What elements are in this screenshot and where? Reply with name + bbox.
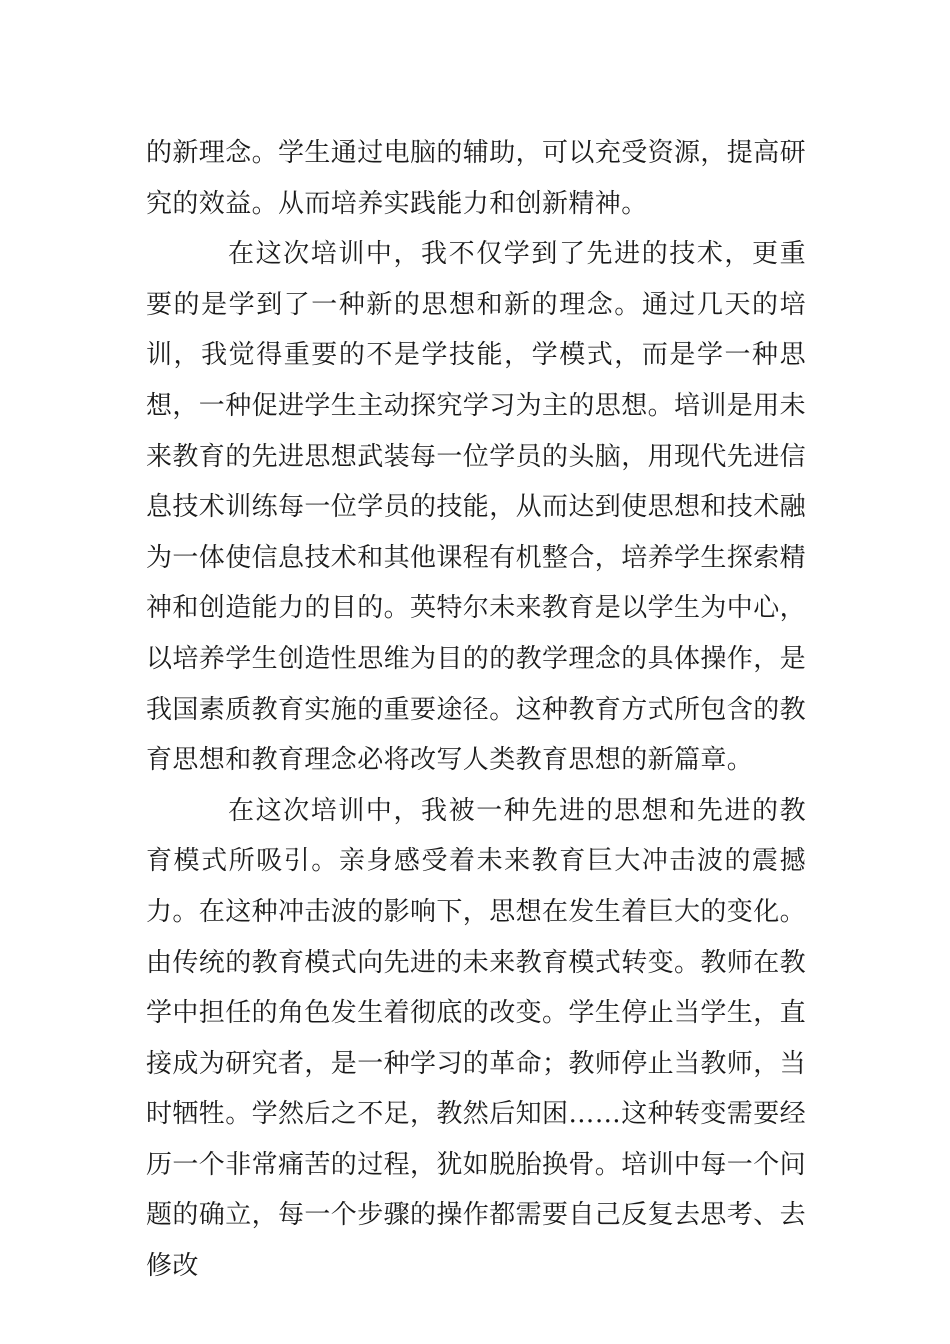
paragraph-1: 的新理念。学生通过电脑的辅助，可以充受资源，提高研究的效益。从而培养实践能力和创新精神。 [146,138,807,219]
paragraph-3: 在这次培训中，我被一种先进的思想和先进的教育模式所吸引。亲身感受着未来教育巨大冲击波的震撼力。在这种冲击波的影响下，思想在发生着巨大的变化。由传统的教育模式向先进的未来教育模式转变。教师在教学中担任的角色发生着彻底的改变。学生停止当学生，直接成为研究者，是一种学习的革命；教师停止当教师，当时牺牲。学然后之不足，教然后知困……这种转变需要经历一个非常痛苦的过程，犹如脱胎换骨。培训中每一个问题的确立，每一个步骤的操作都需要自己反复去思考、去修改 [146,795,807,1282]
document-body [146,128,806,1292]
paragraph-2: 在这次培训中，我不仅学到了先进的技术，更重要的是学到了一种新的思想和新的理念。通过几天的培训，我觉得重要的不是学技能，学模式，而是学一种思想，一种促进学生主动探究学习为主的思想。培训是用未来教育的先进思想武装每一位学员的头脑，用现代先进信息技术训练每一位学员的技能，从而达到使思想和技术融为一体使信息技术和其他课程有机整合，培养学生探索精神和创造能力的目的。英特尔未来教育是以学生为中心，以培养学生创造性思维为目的的教学理念的具体操作，是我国素质教育实施的重要途径。这种教育方式所包含的教育思想和教育理念必将改写人类教育思想的新篇章。 [146,239,807,776]
